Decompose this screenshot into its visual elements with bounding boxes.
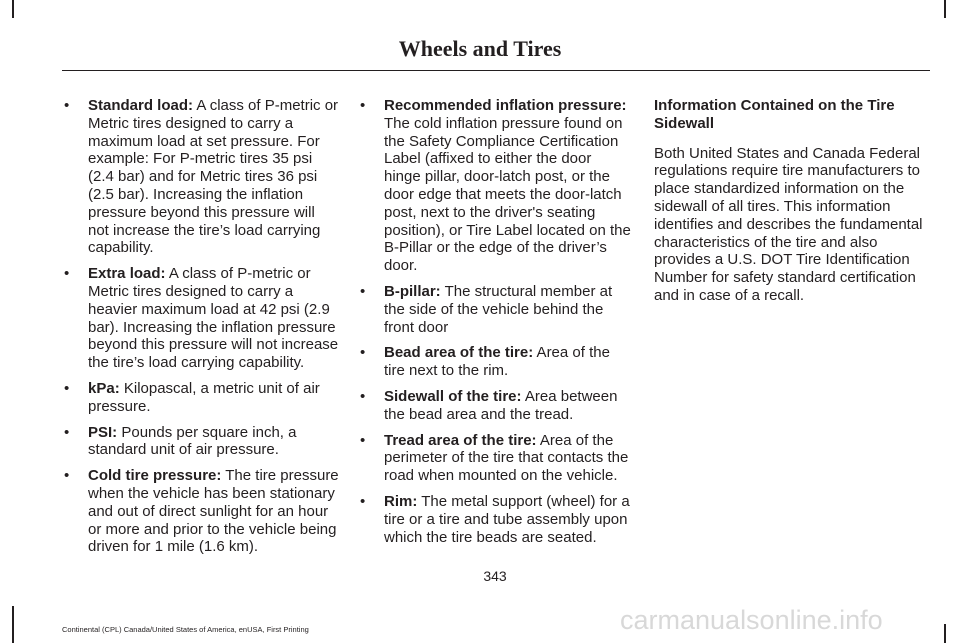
list-item: • Bead area of the tire: Area of the tire next to the rim. [360, 344, 610, 380]
section-body: Both United States and Canada Federal regulations require tire manufacturers to place standardized information on the sidewall of all tires. This information identifies and describes the fundamental characteristics of the tire and also provides a U.S. DOT Tire Identification Number for safety standard certification and in case of a recall. [654, 144, 923, 304]
bullet-icon: • [360, 387, 366, 405]
list-item: • Tread area of the tire: Area of the perimeter of the tire that contacts the road when mounted on the vehicle. [360, 431, 629, 485]
page-number: 343 [483, 568, 507, 584]
definitions-list-2 [358, 97, 632, 546]
list-item: • B-pillar: The structural member at the side of the vehicle behind the front door [360, 282, 613, 336]
bullet-icon: • [360, 344, 366, 362]
bullet-icon: • [360, 282, 366, 300]
footer-text: Continental (CPL) Canada/United States of America, enUSA, First Printing [62, 625, 309, 634]
list-item: • PSI: Pounds per square inch, a standard unit of air pressure. [64, 423, 297, 459]
list-item: • Cold tire pressure: The tire pressure when the vehicle has been stationary and out of direct sunlight for an hour or more and prior to the vehicle being driven for 1 mile (1.6 km). [64, 467, 339, 556]
bullet-icon: • [360, 431, 366, 449]
header-divider [62, 70, 930, 71]
bullet-icon: • [64, 265, 70, 283]
column-3 [654, 97, 930, 305]
crop-mark-top-right [944, 0, 946, 18]
list-item: • Recommended inflation pressure: The cold inflation pressure found on the Safety Compliance Certification Label (affixed to either the door hinge pillar, door-latch post, or the door edge that meets the door-latch post, next to the driver's seating position), or Tire Label located on the B-Pillar or the edge of the driver’s door. [360, 97, 631, 275]
list-item: • Extra load: A class of P-metric or Metric tires designed to carry a heavier maximum load at 42 psi (2.9 bar). Increasing the inflation pressure beyond this pressure will not increase the tire’s load carrying capability. [64, 265, 339, 372]
column-1 [62, 97, 339, 564]
watermark: carmanualsonline.info [620, 605, 883, 635]
bullet-icon: • [360, 492, 366, 510]
section-heading: Information Contained on the Tire Sidewall [654, 97, 895, 132]
crop-mark-bottom-left [12, 606, 14, 643]
bullet-icon: • [64, 97, 70, 114]
bullet-icon: • [64, 467, 70, 485]
definitions-list-1 [62, 97, 339, 556]
list-item: • Standard load: A class of P-metric or Metric tires designed to carry a maximum load at set pressure. For example: For P-metric tires 35 psi (2.4 bar) and for Metric tires 36 psi (2.5 bar). Increasing the inflation pressure beyond this pressure will not increase the tire’s load carrying capability. [64, 97, 339, 257]
page-title: Wheels and Tires [398, 36, 562, 61]
crop-mark-bottom-right [944, 624, 946, 643]
list-item: • kPa: Kilopascal, a metric unit of air pressure. [64, 379, 320, 415]
bullet-icon: • [360, 97, 366, 114]
list-item: • Sidewall of the tire: Area between the bead area and the tread. [360, 387, 618, 423]
column-2 [358, 97, 632, 554]
bullet-icon: • [64, 423, 70, 441]
list-item: • Rim: The metal support (wheel) for a tire or a tire and tube assembly upon which the tire beads are seated. [360, 492, 630, 546]
bullet-icon: • [64, 379, 70, 397]
crop-mark-top-left [12, 0, 14, 18]
